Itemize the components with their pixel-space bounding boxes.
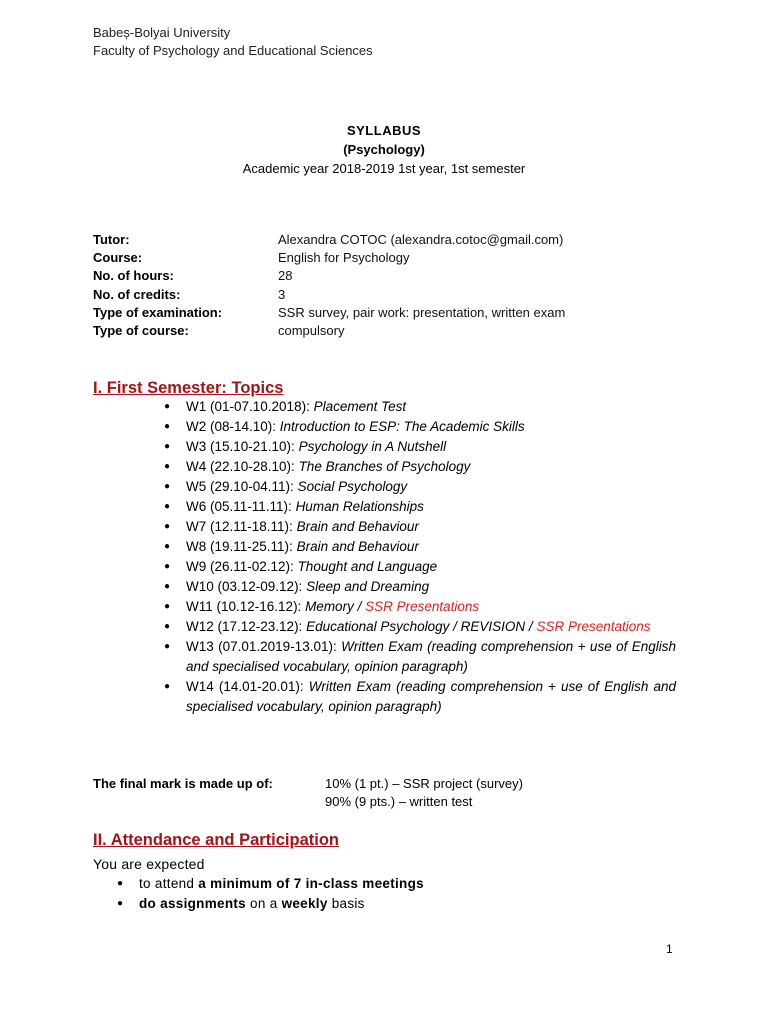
topic-week: W9 (26.11-02.12): [186, 559, 298, 574]
list-item [160, 617, 676, 637]
bullet-icon: ● [117, 878, 124, 889]
topic-title: Introduction to ESP: The Academic Skills [279, 419, 525, 434]
list-item [160, 437, 676, 457]
info-value: English for Psychology [278, 250, 410, 266]
bullet-icon: ● [164, 481, 171, 492]
topic-title: Placement Test [313, 399, 407, 414]
bullet-icon: ● [164, 641, 171, 652]
bullet-icon: ● [164, 601, 171, 612]
list-item [160, 677, 676, 717]
info-value: SSR survey, pair work: presentation, written exam [278, 304, 566, 320]
topic-week: W12 (17.12-23.12): [186, 619, 307, 634]
bullet-icon: ● [164, 501, 171, 512]
topic-week: W11 (10.12-16.12): [186, 599, 306, 614]
topic-week: W13 (07.01.2019-13.01): [186, 639, 342, 654]
document-header [93, 24, 373, 60]
info-row [93, 249, 565, 267]
academic-year: Academic year 2018-2019 1st year, 1st semester [242, 161, 526, 176]
topic-week: W4 (22.10-28.10): [186, 459, 299, 474]
info-label: Course: [93, 250, 143, 266]
bullet-icon: ● [164, 581, 171, 592]
section-heading-topics: I. First Semester: Topics [93, 379, 284, 397]
document-subtitle: (Psychology) [343, 142, 425, 157]
bullet-icon: ● [164, 561, 171, 572]
topic-week: W14 (14.01-20.01): [186, 679, 309, 694]
list-item [160, 597, 676, 617]
topic-week: W8 (19.11-25.11): [186, 539, 297, 554]
list-item [160, 537, 676, 557]
list-item [160, 517, 676, 537]
course-info [93, 231, 565, 340]
topic-title: Written Exam (reading comprehension + use of English and specialised vocabulary, opinion paragraph) [186, 639, 676, 674]
bullet-icon: ● [164, 681, 171, 692]
final-mark-row [93, 793, 523, 811]
list-item: ● to attend a minimum of 7 in-class meetings [114, 874, 424, 894]
list-item [160, 457, 676, 477]
topic-title: Human Relationships [295, 499, 424, 514]
info-value: 28 [278, 268, 293, 284]
info-value: 3 [278, 286, 286, 302]
topic-week: W2 (08-14.10): [186, 419, 280, 434]
final-mark-line: 10% (1 pt.) – SSR project (survey) [325, 776, 523, 791]
bullet-icon: ● [117, 898, 124, 909]
list-item [160, 637, 676, 677]
list-item [160, 497, 676, 517]
final-mark [93, 775, 523, 811]
list-item [160, 417, 676, 437]
info-row [93, 304, 565, 322]
topic-title: Educational Psychology / REVISION / [306, 619, 537, 634]
bullet-icon: ● [164, 461, 171, 472]
topic-title: Psychology in A Nutshell [298, 439, 447, 454]
section-heading-attendance: II. Attendance and Participation [93, 831, 340, 849]
faculty-name: Faculty of Psychology and Educational Sciences [93, 43, 373, 58]
topic-week: W3 (15.10-21.10): [186, 439, 299, 454]
list-item [160, 577, 676, 597]
topic-title: Written Exam (reading comprehension + use of English and specialised vocabulary, opinion paragraph) [186, 679, 676, 714]
info-row [93, 267, 565, 285]
university-name: Babeș-Bolyai University [93, 25, 231, 40]
list-item [160, 397, 676, 417]
info-label: No. of hours: [93, 268, 174, 284]
info-label: Tutor: [93, 232, 130, 247]
topic-week: W5 (29.10-04.11): [186, 479, 298, 494]
topic-week: W1 (01-07.10.2018): [186, 399, 314, 414]
topic-week: W7 (12.11-18.11): [186, 519, 297, 534]
info-row [93, 322, 565, 340]
topics-list [160, 397, 676, 717]
info-row [93, 231, 565, 249]
topic-title: The Branches of Psychology [298, 459, 471, 474]
info-value: compulsory [278, 322, 345, 338]
info-value: Alexandra COTOC (alexandra.cotoc@gmail.com) [278, 232, 564, 247]
info-label: No. of credits: [93, 286, 181, 302]
topic-highlight: SSR Presentations [365, 599, 480, 614]
final-mark-row [93, 775, 523, 793]
document-title: SYLLABUS [346, 123, 422, 138]
topic-title: Brain and Behaviour [296, 519, 419, 534]
topic-title: Thought and Language [297, 559, 438, 574]
attendance-intro: You are expected [93, 856, 205, 872]
page-number: 1 [666, 942, 673, 956]
bullet-icon: ● [164, 421, 171, 432]
title-block [0, 122, 768, 178]
topic-title: Memory / [305, 599, 366, 614]
final-mark-line: 90% (9 pts.) – written test [325, 794, 473, 809]
topic-title: Brain and Behaviour [296, 539, 419, 554]
attendance-list [114, 874, 424, 914]
list-item: ● do assignments on a weekly basis [114, 894, 424, 914]
bullet-icon: ● [164, 441, 171, 452]
list-item [160, 557, 676, 577]
bullet-icon: ● [164, 621, 171, 632]
info-label: Type of examination: [93, 304, 223, 320]
bullet-icon: ● [164, 521, 171, 532]
topic-week: W6 (05.11-11.11): [186, 499, 296, 514]
final-mark-label: The final mark is made up of: [93, 776, 273, 791]
topic-title: Sleep and Dreaming [306, 579, 430, 594]
bullet-icon: ● [164, 541, 171, 552]
topic-week: W10 (03.12-09.12): [186, 579, 307, 594]
info-label: Type of course: [93, 322, 189, 338]
list-item [160, 477, 676, 497]
topic-title: Social Psychology [297, 479, 408, 494]
info-row [93, 286, 565, 304]
bullet-icon: ● [164, 401, 171, 412]
topic-highlight: SSR Presentations [536, 619, 651, 634]
